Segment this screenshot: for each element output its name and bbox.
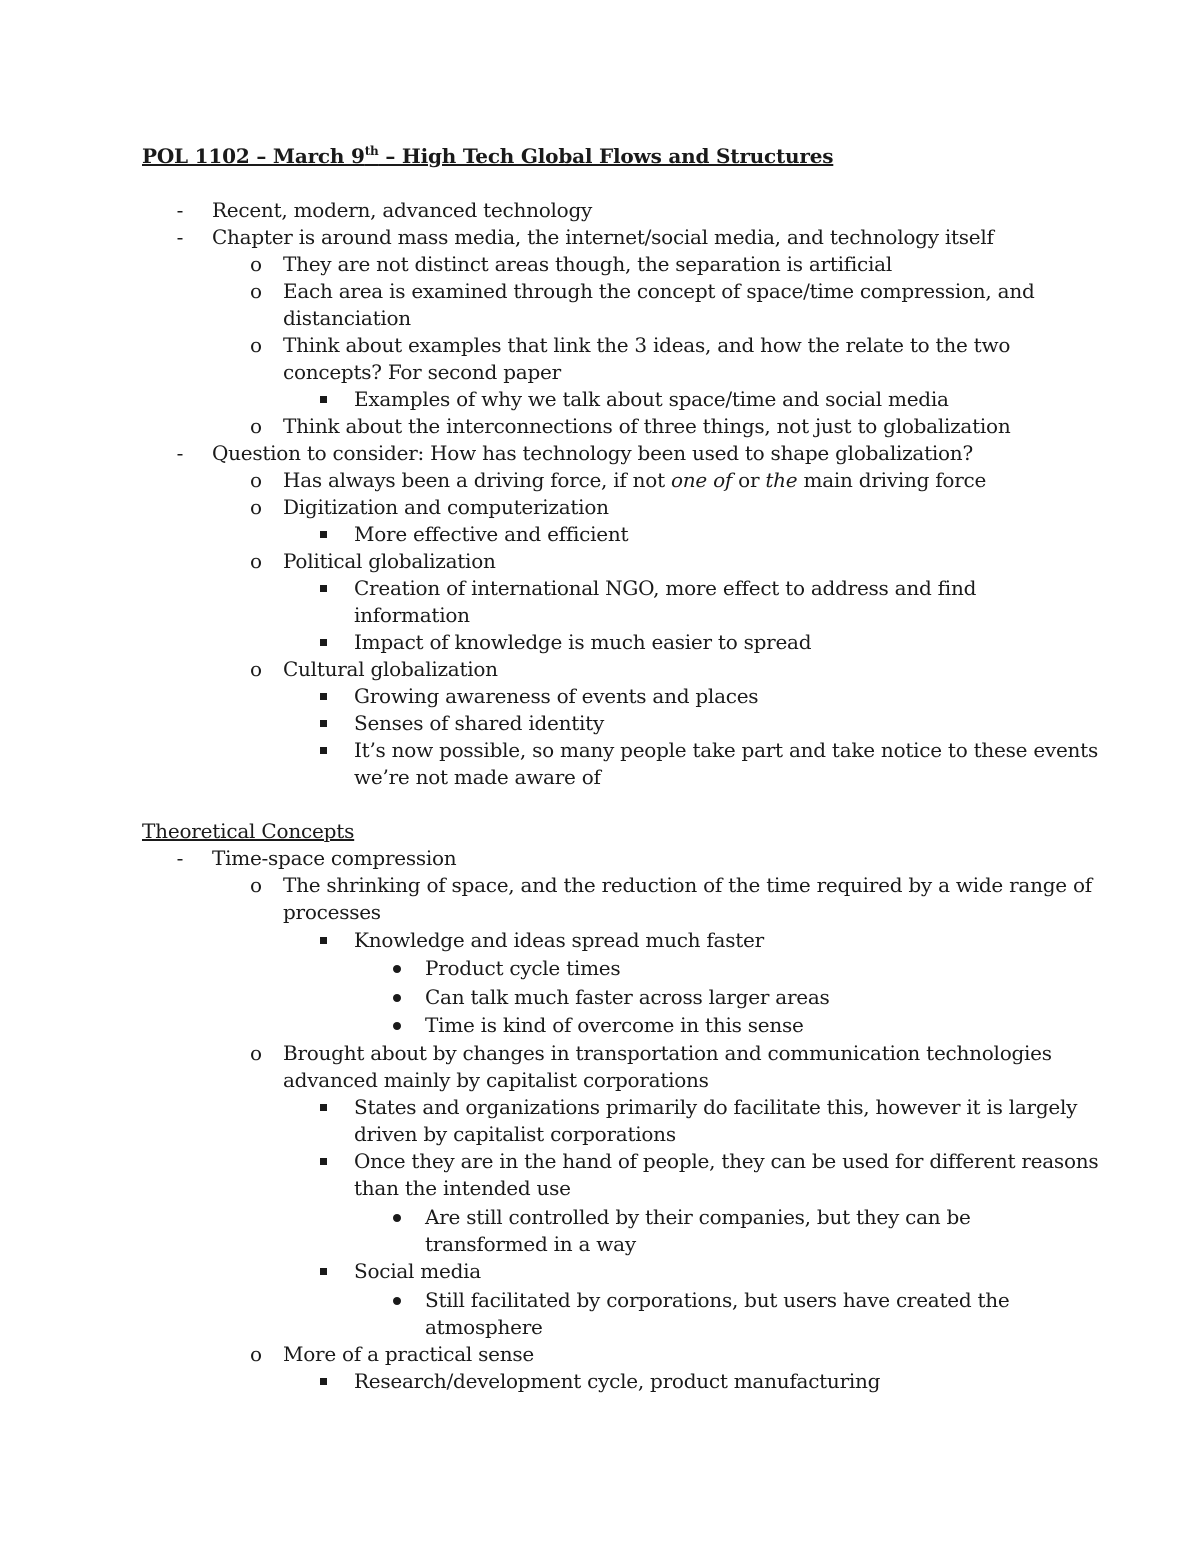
square-bullet [320,396,327,403]
dash-bullet: - [176,198,184,222]
section-heading: Theoretical Concepts [142,819,355,843]
list-item: Creation of international NGO, more effect to address and find [354,576,977,600]
circle-bullet: o [249,252,263,276]
text-run: main driving force [797,468,987,492]
circle-bullet: o [249,1041,263,1065]
list-item: Growing awareness of events and places [354,684,759,708]
list-item: Time is kind of overcome in this sense [425,1013,804,1037]
list-item-continuation: processes [283,900,381,924]
list-item: Recent, modern, advanced technology [212,198,593,222]
list-item: Question to consider: How has technology been used to shape globalization? [212,441,973,465]
list-item-continuation: concepts? For second paper [283,360,561,384]
list-item: Brought about by changes in transportation and communication technologies [283,1041,1052,1065]
list-item: Think about the interconnections of three things, not just to globalization [283,414,1011,438]
list-item-continuation: driven by capitalist corporations [354,1122,676,1146]
list-item: Each area is examined through the concept of space/time compression, and [283,279,1035,303]
list-item: More effective and efficient [354,522,629,546]
round-bullet [393,994,401,1002]
square-bullet [320,720,327,727]
list-item: Can talk much faster across larger areas [425,985,830,1009]
circle-bullet: o [249,549,263,573]
square-bullet [320,1268,327,1275]
page-title [142,144,833,168]
list-item: Still facilitated by corporations, but users have created the [425,1288,1010,1312]
dash-bullet: - [176,441,184,465]
list-item: Are still controlled by their companies, but they can be [425,1205,971,1229]
round-bullet [393,1022,401,1030]
list-item: Impact of knowledge is much easier to spread [354,630,812,654]
square-bullet [320,531,327,538]
square-bullet [320,937,327,944]
list-item: Knowledge and ideas spread much faster [354,928,764,952]
list-item: Digitization and computerization [283,495,609,519]
circle-bullet: o [249,414,263,438]
text-run: or [732,468,766,492]
round-bullet [393,1214,401,1222]
list-item-continuation: information [354,603,470,627]
list-item-continuation: atmosphere [425,1315,543,1339]
list-item-continuation: advanced mainly by capitalist corporations [283,1068,709,1092]
circle-bullet: o [249,873,263,897]
italic-text: the [765,468,798,492]
list-item: It’s now possible, so many people take part and take notice to these events [354,738,1098,762]
square-bullet [320,693,327,700]
list-item: Think about examples that link the 3 ideas, and how the relate to the two [283,333,1011,357]
circle-bullet: o [249,333,263,357]
list-item: More of a practical sense [283,1342,534,1366]
title-rest: – High Tech Global Flows and Structures [378,144,834,168]
list-item: Once they are in the hand of people, they can be used for different reasons [354,1149,1099,1173]
circle-bullet: o [249,279,263,303]
dash-bullet: - [176,225,184,249]
circle-bullet: o [249,1342,263,1366]
list-item: The shrinking of space, and the reduction of the time required by a wide range of [283,873,1092,897]
square-bullet [320,1378,327,1385]
list-item-continuation: transformed in a way [425,1232,636,1256]
list-item: Product cycle times [425,956,621,980]
circle-bullet: o [249,657,263,681]
list-item: Chapter is around mass media, the internet/social media, and technology itself [212,225,994,249]
list-item: They are not distinct areas though, the separation is artificial [283,252,892,276]
italic-text: one of [671,468,733,492]
list-item: Research/development cycle, product manufacturing [354,1369,881,1393]
square-bullet [320,585,327,592]
title-main: POL 1102 – March 9 [142,144,365,168]
square-bullet [320,1158,327,1165]
list-item: Social media [354,1259,481,1283]
list-item: States and organizations primarily do facilitate this, however it is largely [354,1095,1078,1119]
list-item: Senses of shared identity [354,711,604,735]
square-bullet [320,1104,327,1111]
list-item: Cultural globalization [283,657,498,681]
list-item-continuation: than the intended use [354,1176,571,1200]
round-bullet [393,1297,401,1305]
text-run: Has always been a driving force, if not [283,468,671,492]
circle-bullet: o [249,468,263,492]
list-item-continuation: distanciation [283,306,411,330]
list-item [283,467,986,494]
square-bullet [320,639,327,646]
list-item: Time-space compression [212,846,457,870]
list-item-continuation: we’re not made aware of [354,765,601,789]
list-item: Political globalization [283,549,496,573]
dash-bullet: - [176,846,184,870]
circle-bullet: o [249,495,263,519]
list-item: Examples of why we talk about space/time and social media [354,387,949,411]
round-bullet [393,965,401,973]
square-bullet [320,747,327,754]
title-superscript: th [364,144,379,158]
